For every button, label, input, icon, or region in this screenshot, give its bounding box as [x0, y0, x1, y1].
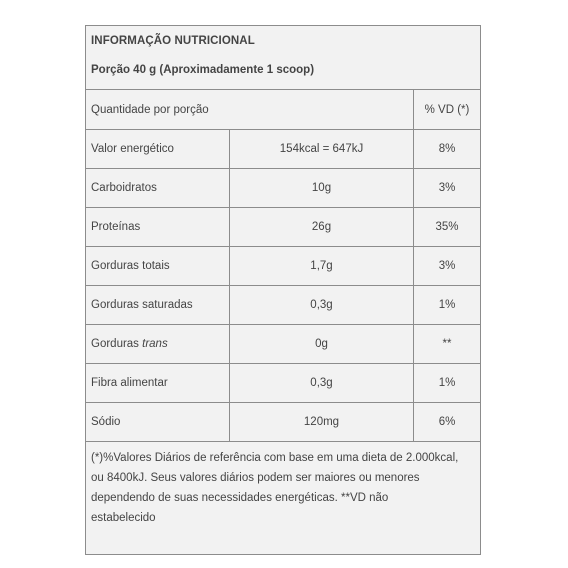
nutrient-name: Carboidratos	[86, 169, 230, 207]
nutrient-vd: 8%	[438, 143, 456, 155]
column-header-row	[86, 90, 480, 130]
table-row	[86, 286, 480, 325]
nutrient-vd: 1%	[438, 299, 456, 311]
table-row	[86, 403, 480, 442]
footnote	[86, 442, 480, 554]
nutrition-facts-table	[85, 25, 481, 555]
nutrient-name: Proteínas	[86, 208, 230, 246]
table-row	[86, 130, 480, 169]
nutrient-vd: 3%	[438, 182, 456, 194]
vd-header: % VD (*)	[424, 103, 470, 116]
nutrient-amount: 1,7g	[230, 247, 414, 285]
nutrient-amount: 26g	[230, 208, 414, 246]
table-row	[86, 364, 480, 403]
portion-size: Porção 40 g (Aproximadamente 1 scoop)	[91, 64, 315, 76]
nutrient-amount: 0,3g	[230, 364, 414, 402]
nutrient-name-italic: trans	[142, 338, 168, 350]
nutrient-vd: 3%	[438, 260, 456, 272]
table-row	[86, 208, 480, 247]
nutrient-vd: 1%	[438, 377, 456, 389]
table-header	[86, 26, 480, 90]
table-title: INFORMAÇÃO NUTRICIONAL	[91, 35, 255, 47]
nutrient-amount: 10g	[230, 169, 414, 207]
table-row	[86, 325, 480, 364]
nutrient-vd: 6%	[438, 416, 456, 428]
footnote-line: (*)%Valores Diários de referência com base em uma dieta de 2.000kcal,	[91, 452, 459, 464]
nutrient-amount: 0g	[230, 325, 414, 363]
quantity-header: Quantidade por porção	[86, 90, 414, 129]
nutrient-amount: 154kcal = 647kJ	[230, 130, 414, 168]
nutrient-amount: 120mg	[230, 403, 414, 441]
nutrient-name	[86, 325, 230, 363]
footnote-line: dependendo de suas necessidades energéticas. **VD não	[91, 492, 389, 504]
nutrient-vd: **	[442, 338, 452, 350]
nutrient-name: Gorduras totais	[86, 247, 230, 285]
footnote-line: ou 8400kJ. Seus valores diários podem ser maiores ou menores	[91, 472, 420, 484]
nutrient-name: Gorduras saturadas	[86, 286, 230, 324]
nutrient-vd: 35%	[435, 221, 459, 233]
nutrient-name: Sódio	[86, 403, 230, 441]
table-row	[86, 169, 480, 208]
nutrient-amount: 0,3g	[230, 286, 414, 324]
footnote-line: estabelecido	[91, 512, 156, 524]
nutrient-name: Fibra alimentar	[86, 364, 230, 402]
nutrient-name: Valor energético	[86, 130, 230, 168]
nutrient-name-prefix: Gorduras	[91, 338, 139, 350]
table-row	[86, 247, 480, 286]
